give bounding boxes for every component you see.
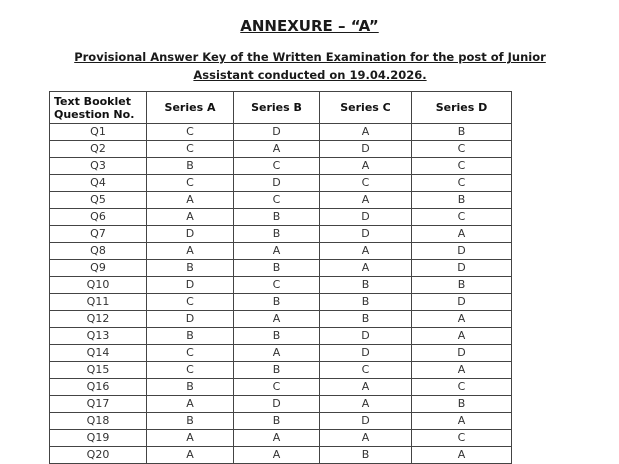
cell-question-no: Q20	[50, 447, 147, 464]
cell-question-no: Q10	[50, 277, 147, 294]
cell-series-d: D	[412, 345, 512, 362]
table-row	[50, 311, 512, 328]
cell-series-b: B	[234, 362, 320, 379]
cell-question-no: Q14	[50, 345, 147, 362]
cell-series-a: A	[147, 396, 234, 413]
cell-series-a: C	[147, 175, 234, 192]
cell-series-c: B	[320, 294, 412, 311]
cell-series-a: A	[147, 243, 234, 260]
cell-series-d: B	[412, 124, 512, 141]
cell-series-c: B	[320, 447, 412, 464]
table-row	[50, 328, 512, 345]
header-series-b: Series B	[234, 92, 320, 124]
subtitle-line-1: Provisional Answer Key of the Written Examination for the post of Junior	[74, 50, 546, 64]
cell-series-a: C	[147, 141, 234, 158]
cell-question-no: Q6	[50, 209, 147, 226]
cell-series-c: D	[320, 141, 412, 158]
answer-key-table	[49, 91, 512, 464]
table-row	[50, 209, 512, 226]
cell-series-c: A	[320, 124, 412, 141]
cell-series-a: A	[147, 430, 234, 447]
cell-series-d: A	[412, 362, 512, 379]
cell-series-c: A	[320, 158, 412, 175]
table-row	[50, 141, 512, 158]
cell-series-b: A	[234, 447, 320, 464]
cell-series-c: A	[320, 192, 412, 209]
cell-series-b: B	[234, 226, 320, 243]
table-row	[50, 277, 512, 294]
cell-series-b: C	[234, 379, 320, 396]
cell-series-d: C	[412, 141, 512, 158]
cell-series-c: D	[320, 328, 412, 345]
table-row	[50, 294, 512, 311]
cell-series-d: C	[412, 209, 512, 226]
cell-series-c: D	[320, 226, 412, 243]
cell-series-d: C	[412, 379, 512, 396]
cell-series-b: C	[234, 277, 320, 294]
cell-series-d: C	[412, 158, 512, 175]
cell-series-a: A	[147, 192, 234, 209]
header-series-d: Series D	[412, 92, 512, 124]
cell-series-b: A	[234, 243, 320, 260]
cell-series-a: C	[147, 124, 234, 141]
cell-series-b: B	[234, 413, 320, 430]
table-row	[50, 447, 512, 464]
cell-series-b: B	[234, 328, 320, 345]
table-row	[50, 260, 512, 277]
cell-series-d: B	[412, 396, 512, 413]
cell-series-b: B	[234, 294, 320, 311]
cell-series-c: C	[320, 362, 412, 379]
subtitle-line-2: Assistant conducted on 19.04.2026.	[193, 68, 427, 82]
table-row	[50, 379, 512, 396]
cell-series-c: D	[320, 413, 412, 430]
cell-question-no: Q19	[50, 430, 147, 447]
cell-series-b: A	[234, 345, 320, 362]
cell-series-d: C	[412, 430, 512, 447]
document-subtitle	[60, 48, 560, 84]
cell-series-d: B	[412, 277, 512, 294]
cell-series-c: A	[320, 430, 412, 447]
cell-series-b: A	[234, 141, 320, 158]
cell-series-b: C	[234, 192, 320, 209]
table-row	[50, 345, 512, 362]
cell-question-no: Q11	[50, 294, 147, 311]
cell-series-a: B	[147, 328, 234, 345]
table-row	[50, 226, 512, 243]
cell-series-d: A	[412, 226, 512, 243]
table-row	[50, 124, 512, 141]
cell-series-d: A	[412, 311, 512, 328]
cell-series-b: C	[234, 158, 320, 175]
cell-series-a: D	[147, 311, 234, 328]
cell-series-d: D	[412, 294, 512, 311]
cell-question-no: Q4	[50, 175, 147, 192]
cell-question-no: Q3	[50, 158, 147, 175]
cell-series-d: A	[412, 413, 512, 430]
cell-series-b: D	[234, 175, 320, 192]
cell-question-no: Q7	[50, 226, 147, 243]
header-series-a: Series A	[147, 92, 234, 124]
cell-series-a: C	[147, 294, 234, 311]
cell-series-c: B	[320, 311, 412, 328]
cell-question-no: Q16	[50, 379, 147, 396]
cell-series-a: A	[147, 447, 234, 464]
cell-series-d: A	[412, 328, 512, 345]
cell-question-no: Q5	[50, 192, 147, 209]
cell-series-b: D	[234, 124, 320, 141]
cell-series-b: A	[234, 430, 320, 447]
cell-series-c: C	[320, 175, 412, 192]
cell-series-a: A	[147, 209, 234, 226]
table-row	[50, 192, 512, 209]
cell-series-b: B	[234, 209, 320, 226]
cell-series-a: B	[147, 413, 234, 430]
header-series-c: Series C	[320, 92, 412, 124]
cell-series-a: B	[147, 158, 234, 175]
table-header-row	[50, 92, 512, 124]
cell-series-b: A	[234, 311, 320, 328]
cell-question-no: Q13	[50, 328, 147, 345]
cell-series-a: C	[147, 362, 234, 379]
table-row	[50, 430, 512, 447]
cell-question-no: Q15	[50, 362, 147, 379]
table-row	[50, 362, 512, 379]
table-row	[50, 158, 512, 175]
cell-series-c: A	[320, 260, 412, 277]
cell-series-c: A	[320, 379, 412, 396]
document-title: ANNEXURE – “A”	[240, 17, 379, 35]
cell-series-a: D	[147, 226, 234, 243]
cell-series-c: A	[320, 243, 412, 260]
cell-series-b: D	[234, 396, 320, 413]
table-row	[50, 243, 512, 260]
cell-series-d: D	[412, 243, 512, 260]
table-row	[50, 396, 512, 413]
cell-series-a: D	[147, 277, 234, 294]
cell-series-c: B	[320, 277, 412, 294]
cell-question-no: Q9	[50, 260, 147, 277]
table-row	[50, 413, 512, 430]
header-question-no: Text Booklet Question No.	[50, 92, 147, 124]
cell-series-c: D	[320, 345, 412, 362]
cell-series-d: A	[412, 447, 512, 464]
cell-question-no: Q12	[50, 311, 147, 328]
cell-series-d: B	[412, 192, 512, 209]
cell-series-b: B	[234, 260, 320, 277]
cell-series-c: D	[320, 209, 412, 226]
cell-question-no: Q1	[50, 124, 147, 141]
cell-question-no: Q8	[50, 243, 147, 260]
cell-question-no: Q18	[50, 413, 147, 430]
table-body	[50, 124, 512, 464]
cell-series-d: C	[412, 175, 512, 192]
cell-series-d: D	[412, 260, 512, 277]
table-row	[50, 175, 512, 192]
cell-series-c: A	[320, 396, 412, 413]
cell-series-a: B	[147, 379, 234, 396]
cell-series-a: C	[147, 345, 234, 362]
cell-question-no: Q2	[50, 141, 147, 158]
cell-series-a: B	[147, 260, 234, 277]
cell-question-no: Q17	[50, 396, 147, 413]
